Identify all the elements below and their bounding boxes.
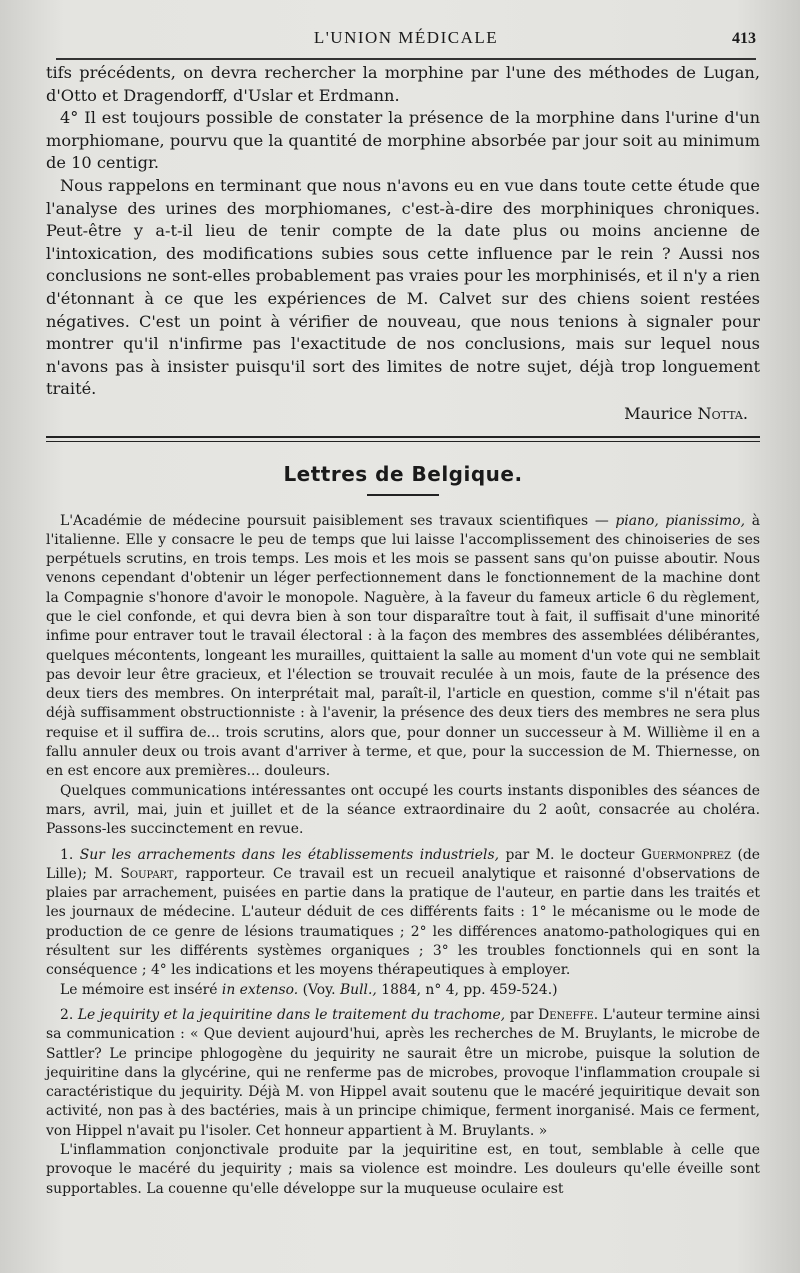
article-morphine: [46, 62, 760, 426]
paragraph-communications: Quelques communications intéressantes ont occupé les courts instants disponibles des séances de mars, avril, mai, juin et juillet et de la séance extraordinaire du 2 août, consacrée au choléra. Passons-les succinctement en revue.: [46, 782, 760, 838]
signature-first-name: Maurice: [624, 403, 698, 423]
item-1-rapporteur: Soupart: [120, 865, 174, 882]
item-1-by: par M. le docteur: [499, 846, 641, 863]
paragraph-conclusion-4: 4° Il est toujours possible de constater la présence de la morphine dans l'urine d'un morphiomane, pourvu que la quantité de morphine absorbée par jour soit au minimum de 10 centigr.: [46, 108, 760, 173]
paragraph-academy: [46, 512, 760, 782]
item-2-title: Le jequirity et la jequiritine dans le traitement du trachome,: [77, 1006, 506, 1023]
paragraph-inflammation: L'inflammation conjonctivale produite par la jequiritine est, en tout, semblable à celle que provoque le macéré du jequirity ; mais sa violence est moindre. Les douleurs qu'elle éveille sont supportables. La couenne qu'elle développe sur la muqueuse oculaire est: [46, 1142, 760, 1197]
running-title: L'UNION MÉDICALE: [313, 28, 499, 47]
memoire-text-c: 1884, n° 4, pp. 459-524.): [376, 981, 558, 998]
page-number: 413: [732, 30, 756, 47]
section-title: Lettres de Belgique.: [283, 461, 523, 486]
running-head: [56, 22, 756, 60]
section-divider: [46, 436, 760, 442]
item-1-text: , rapporteur. Ce travail est un recueil analytique et raisonné d'observations de plaies par arrachement, puisées en partie dans la pratique de l'auteur, en partie dans les traités et les journaux de médecine. L'auteur déduit de ces différents faits : 1° le mécanisme ou le mode de production de ce genre de lésions traumatiques ; 2° les différences anatomo-pathologiques qui en résultent sur les différents systèmes organiques ; 3° les troubles fonctionnels qui en sont la conséquence ; 4° les indications et les moyens thérapeutiques à employer.: [46, 865, 760, 979]
item-1-mid: (de Lille); M.: [46, 846, 760, 882]
item-1-author: Guermonprez: [640, 846, 731, 863]
memoire-italic: in extenso.: [221, 981, 299, 998]
paragraph-item-1: [46, 846, 760, 981]
author-signature: [46, 403, 760, 426]
academy-text-a: L'Académie de médecine poursuit paisiblement ses travaux scientifiques —: [60, 512, 616, 529]
paragraph-continuation: tifs précédents, on devra rechercher la morphine par l'une des méthodes de Lugan, d'Otto et Dragendorff, d'Uslar et Erdmann.: [46, 63, 760, 105]
academy-italic: piano, pianissimo,: [615, 512, 746, 529]
academy-text-b: à l'italienne. Elle y consacre le peu de temps que lui laisse l'accomplissement des chinoiseries de ses perpétuels scrutins, en trois temps. Les mois et les mois se passent sans qu'on puisse aboutir. Nous venons cependant d'obtenir un léger perfectionnement dans le fonctionnement de la machine dont la Compagnie s'honore d'avoir le monopole. Naguère, à la faveur du fameux article 6 du règlement, que le ciel confonde, et qui devra bien à son tour disparaître tout à fait, il suffisait d'une minorité infime pour entraver tout le travail électoral : à la façon des membres des assemblées délibérantes, quelques mécontents, longeant les murailles, quittaient la salle au moment d'un vote qui ne semblait pas devoir leur être gracieux, et l'élection se trouvait reculée à un mois, faute de la présence des deux tiers des membres. On interprétait mal, paraît-il, l'article en question, comme s'il n'était pas déjà suffisamment obstructionniste : à l'avenir, la présence des deux tiers des membres ne sera plus requise et il suffira de... trois scrutins, alors que, pour donner un successeur à M. Willième il en a fallu annuler deux ou trois avant d'arriver à terme, et que, pour la succession de M. Thiernesse, on en est encore aux premières... douleurs.: [46, 512, 760, 780]
paragraph-memoire: [46, 981, 760, 1000]
item-2-number: 2.: [60, 1006, 78, 1023]
item-2-text: . L'auteur termine ainsi sa communication : « Que devient aujourd'hui, après les recherches de M. Bruylants, le microbe de Sattler? Le principe phlogogène du jequirity ne saurait être un microbe, puisque la solution de jequiritine dans la glycérine, qui ne renferme pas de microbes, provoque l'inflammation croupale si caractéristique du jequirity. Déjà M. von Hippel avait soutenu que le macéré jequiritique devait son activité, non pas à des bactéries, mais à un principe chimique, ferment inorganisé. Mais ce ferment, von Hippel n'avait pu l'isoler. Cet honneur appartient à M. Bruylants. »: [46, 1006, 760, 1139]
memoire-text-b: (Voy.: [298, 981, 340, 998]
memoire-text-a: Le mémoire est inséré: [60, 981, 222, 998]
paragraph-closing: Nous rappelons en terminant que nous n'avons eu en vue dans toute cette étude que l'analyse des urines des morphiomanes, c'est-à-dire des morphiniques chroniques. Peut-être y a-t-il lieu de tenir compte de la date plus ou moins ancienne de l'intoxication, des modifications subies sous cette influence par le rein ? Aussi nos conclusions ne sont-elles probablement pas vraies pour les morphinisés, et il n'y a rien d'étonnant à ce que les expériences de M. Calvet sur des chiens soient restées négatives. C'est un point à vérifier de nouveau, que nous tenions à signaler pour montrer qu'il n'infirme pas l'exactitude de nos conclusions, mais sur lequel nous n'avons pas à insister puisqu'il sort des limites de notre sujet, déjà trop longuement traité.: [46, 175, 760, 399]
memoire-bull: Bull.,: [339, 981, 377, 998]
title-underline: [367, 494, 439, 496]
item-2-author: Deneffe: [538, 1006, 594, 1023]
paragraph-item-2: [46, 1006, 760, 1141]
signature-last-name: Notta.: [697, 403, 748, 423]
article-belgium: [46, 512, 760, 1199]
item-2-by: par: [505, 1006, 539, 1023]
item-1-title: Sur les arrachements dans les établissements industriels,: [79, 846, 499, 863]
item-1-number: 1.: [60, 846, 80, 863]
